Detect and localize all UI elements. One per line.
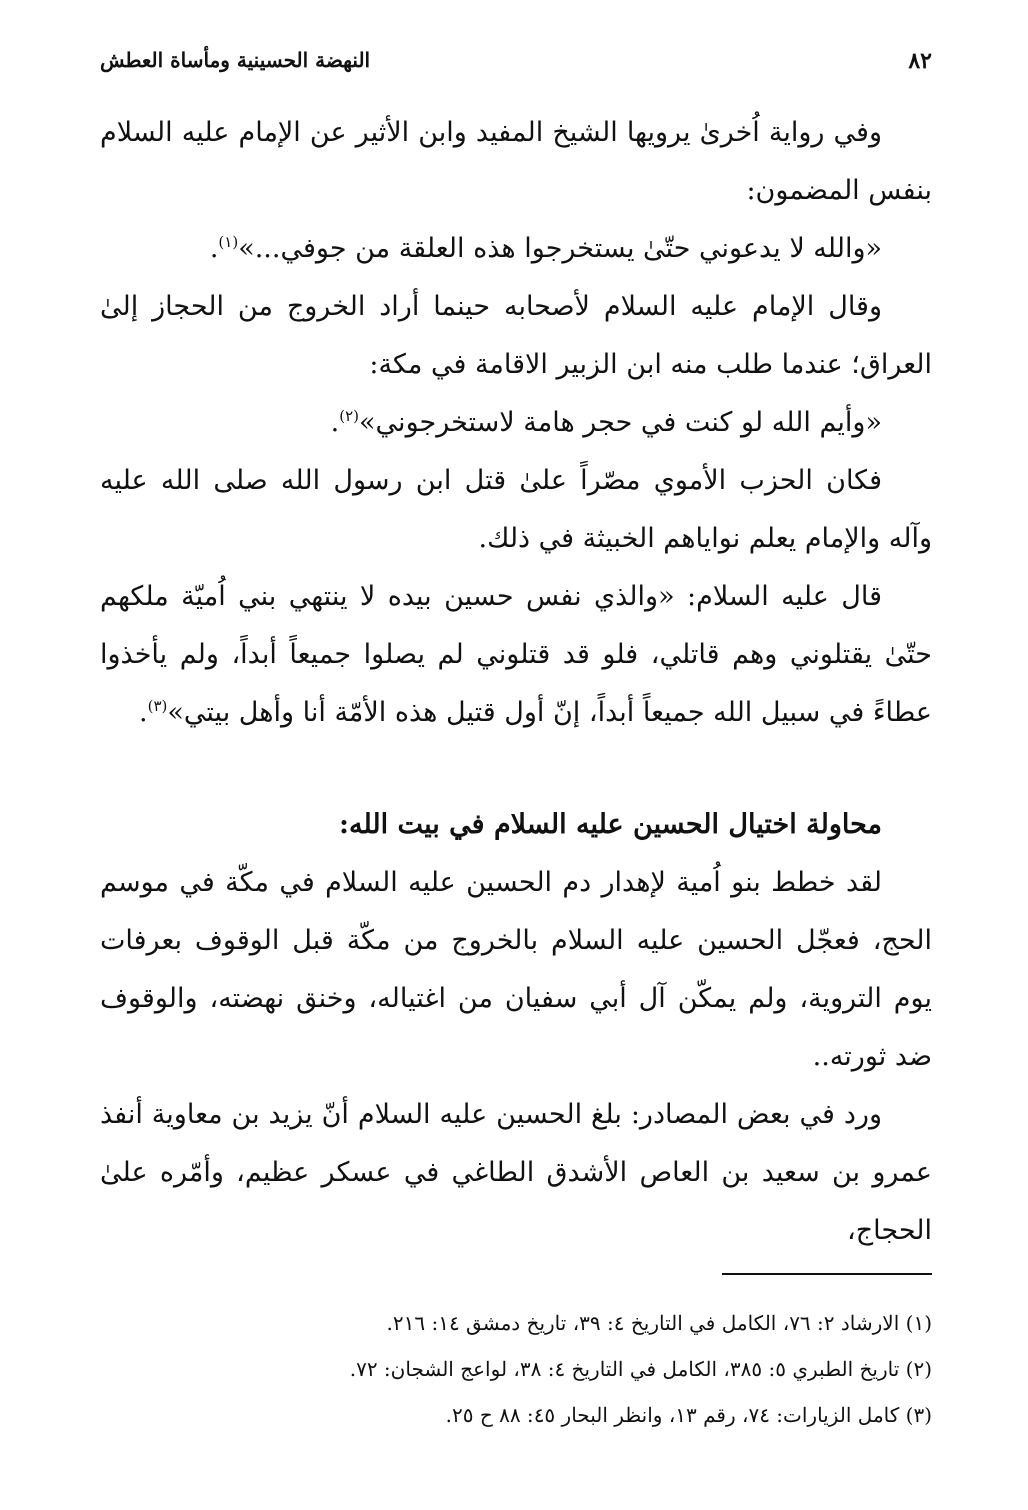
paragraph-2: وقال الإمام عليه السلام لأصحابه حينما أراد الخروج من الحجاز إلىٰ العراق؛ عندما طلب منه ابن الزبير الاقامة في مكة: (100, 291, 932, 380)
paragraph-3: فكان الحزب الأموي مصّراً علىٰ قتل ابن رسول الله صلى الله عليه وآله والإمام يعلم نواياهم الخبيثة في ذلك. (100, 465, 932, 554)
paragraph-5: لقد خطط بنو اُمية لإهدار دم الحسين عليه السلام في مكّة في موسم الحج، فعجّل الحسين عليه السلام بالخروج من مكّة قبل الوقوف بعرفات يوم التروية، ولم يمكّن آل أبي سفيان من اغتياله، وخنق نهضته، والوقوف ضد ثورته.. (100, 867, 932, 1072)
footnote-ref-2: (٢) (339, 407, 360, 425)
quote-1: «والله لا يدعوني حتّىٰ يستخرجوا هذه العلقة من جوفي...»$^{(١)}$. (209, 233, 882, 264)
quote-1-text: «والله لا يدعوني حتّىٰ يستخرجوا هذه العلقة من جوفي...» (238, 233, 882, 264)
quote-2-text: «وأيم الله لو كنت في حجر هامة لاستخرجوني» (359, 407, 882, 438)
footnote-2: (٢) تاريخ الطبري ٥: ٣٨٥، الكامل في التاريخ ٤: ٣٨، لواعج الشجان: ٧٢. (349, 1357, 932, 1381)
paragraph-4-text: قال عليه السلام: «والذي نفس حسين بيده لا ينتهي بني اُميّة ملكهم حتّىٰ يقتلوني وهم قاتلي، فلو قد قتلوني لم يصلوا جميعاً أبداً، ولم يأخذوا عطاءً في سبيل الله جميعاً أبداً، إنّ أول قتيل هذه الأمّة أنا وأهل بيتي» (100, 581, 932, 728)
footnotes (100, 1300, 932, 1438)
page-header (100, 48, 932, 88)
footnote-3: (٣) كامل الزيارات: ٧٤، رقم ١٣، وانظر البحار ٤٥: ٨٨ ح ٢٥. (445, 1403, 932, 1427)
running-title: النهضة الحسينية ومأساة العطش (100, 48, 371, 72)
section-spacer (100, 742, 932, 796)
main-text (100, 104, 932, 1260)
footnote-divider (722, 1273, 932, 1275)
paragraph-6: ورد في بعض المصادر: بلغ الحسين عليه السلام أنّ يزيد بن معاوية أنفذ عمرو بن سعيد بن العاص الأشدق الطاغي في عسكر عظيم، وأمّره علىٰ الحجاج، (100, 1099, 932, 1246)
footnote-ref-3: (٣) (147, 697, 168, 715)
quote-2: «وأيم الله لو كنت في حجر هامة لاستخرجوني»$^{(٢)}$. (330, 407, 882, 438)
footnote-ref-1: (١) (218, 233, 239, 251)
paragraph-1: وفي رواية اُخرىٰ يرويها الشيخ المفيد وابن الأثير عن الإمام عليه السلام بنفس المضمون: (100, 117, 932, 206)
footnote-1: (١) الارشاد ٢: ٧٦، الكامل في التاريخ ٤: ٣٩، تاريخ دمشق ١٤: ٢١٦. (386, 1311, 932, 1335)
page-number: ٨٢ (908, 48, 932, 74)
section-heading: محاولة اختيال الحسين عليه السلام في بيت الله: (339, 809, 882, 840)
paragraph-4: قال عليه السلام: «والذي نفس حسين بيده لا ينتهي بني اُميّة ملكهم حتّىٰ يقتلوني وهم قاتلي، فلو قد قتلوني لم يصلوا جميعاً أبداً، ولم يأخذوا عطاءً في سبيل الله جميعاً أبداً، إنّ أول قتيل هذه الأمّة أنا وأهل بيتي»$^{(٣)}$. (100, 581, 932, 728)
